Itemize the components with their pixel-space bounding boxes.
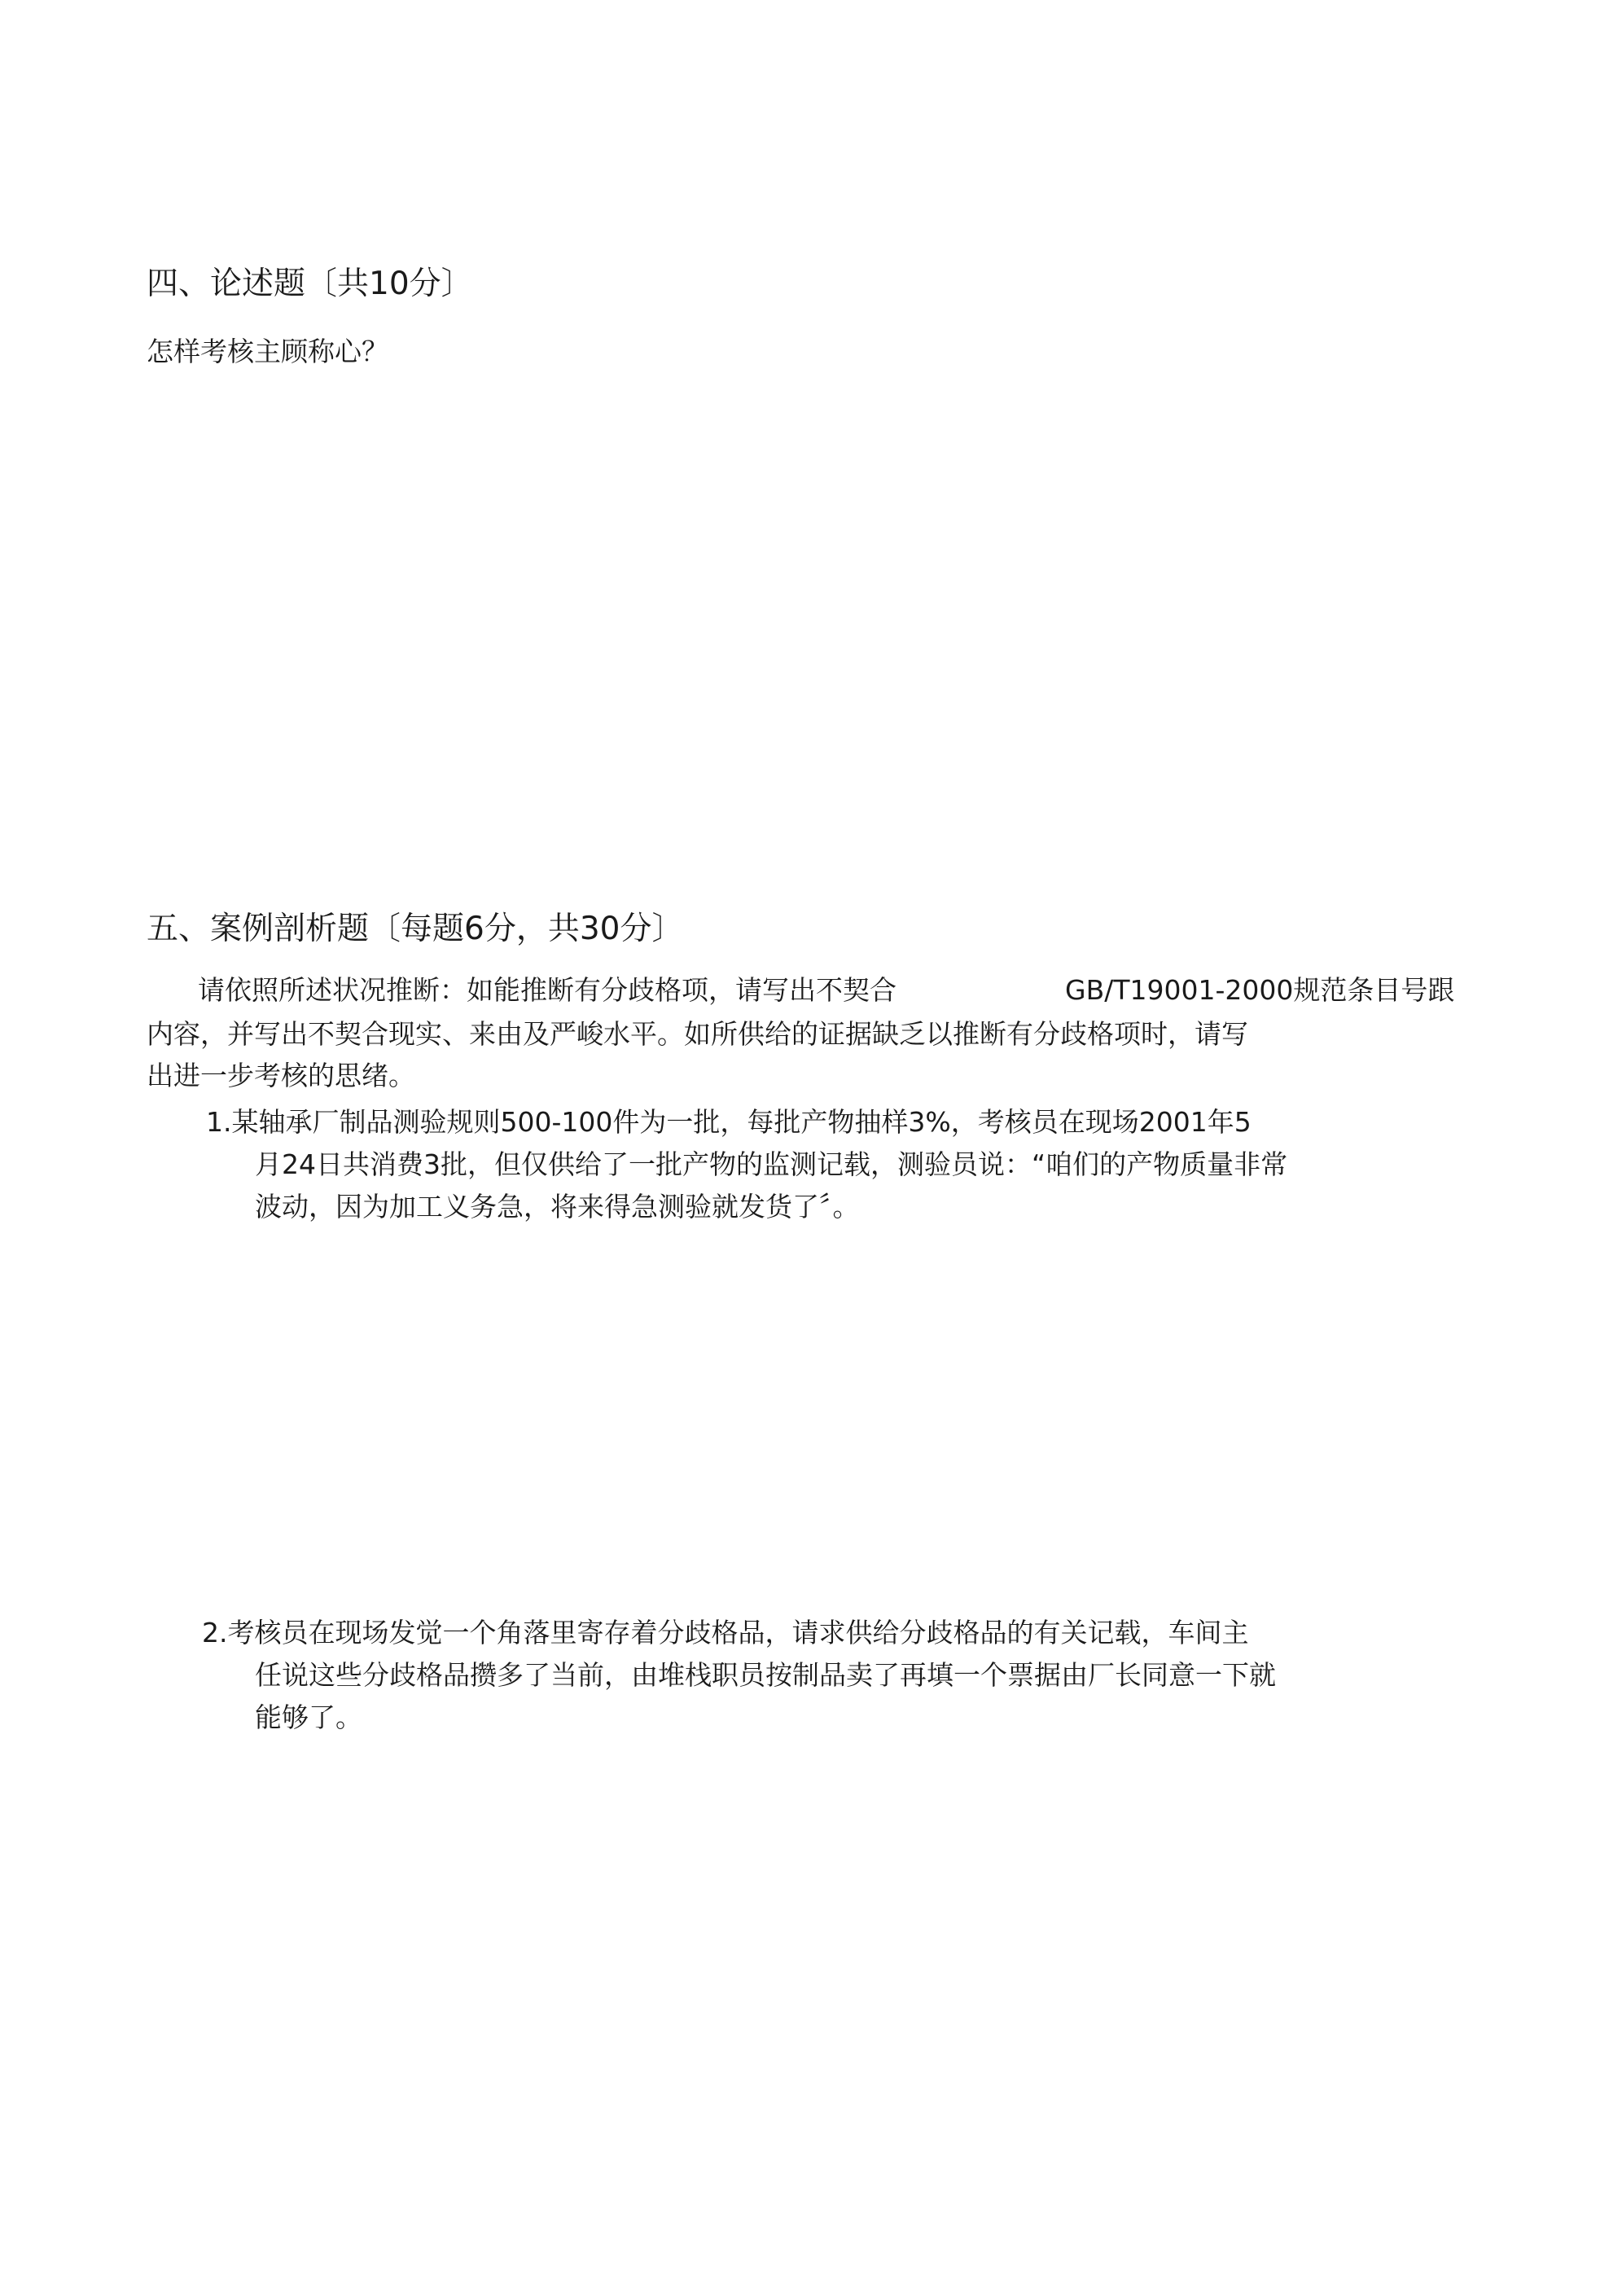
section-4-question: 怎样考核主顾称心？ xyxy=(147,336,388,367)
section-4-heading: 四、论述题〔共10分〕 xyxy=(147,266,473,302)
instructions-line-3: 出进一步考核的思绪。 xyxy=(147,1060,415,1091)
case-2-line-3: 能够了。 xyxy=(255,1701,362,1733)
case-1-line-3: 波动，因为加工义务急，将来得急测验就发货了〞。 xyxy=(255,1191,860,1223)
instructions-line-1b: GB/T19001-2000规范条目号跟 xyxy=(1065,974,1455,1006)
section-5-heading: 五、案例剖析题〔每题6分，共30分〕 xyxy=(147,911,684,947)
instructions-line-2: 内容，并写出不契合现实、来由及严峻水平。如所供给的证据缺乏以推断有分歧格项时，请写 xyxy=(147,1018,1248,1050)
case-2-line-2: 任说这些分歧格品攒多了当前，由堆栈职员按制品卖了再填一个票据由厂长同意一下就 xyxy=(255,1659,1276,1691)
case-2-line-1: 2.考核员在现场发觉一个角落里寄存着分歧格品，请求供给分歧格品的有关记载，车间主 xyxy=(202,1617,1249,1648)
case-1-line-1: 1.某轴承厂制品测验规则500-100件为一批，每批产物抽样3%，考核员在现场2001年5 xyxy=(206,1106,1252,1138)
case-1-line-2: 月24日共消费3批，但仅供给了一批产物的监测记载，测验员说：“咱们的产物质量非常 xyxy=(255,1148,1288,1180)
instructions-line-1a: 请依照所述状况推断：如能推断有分歧格项，请写出不契合 xyxy=(198,974,896,1006)
